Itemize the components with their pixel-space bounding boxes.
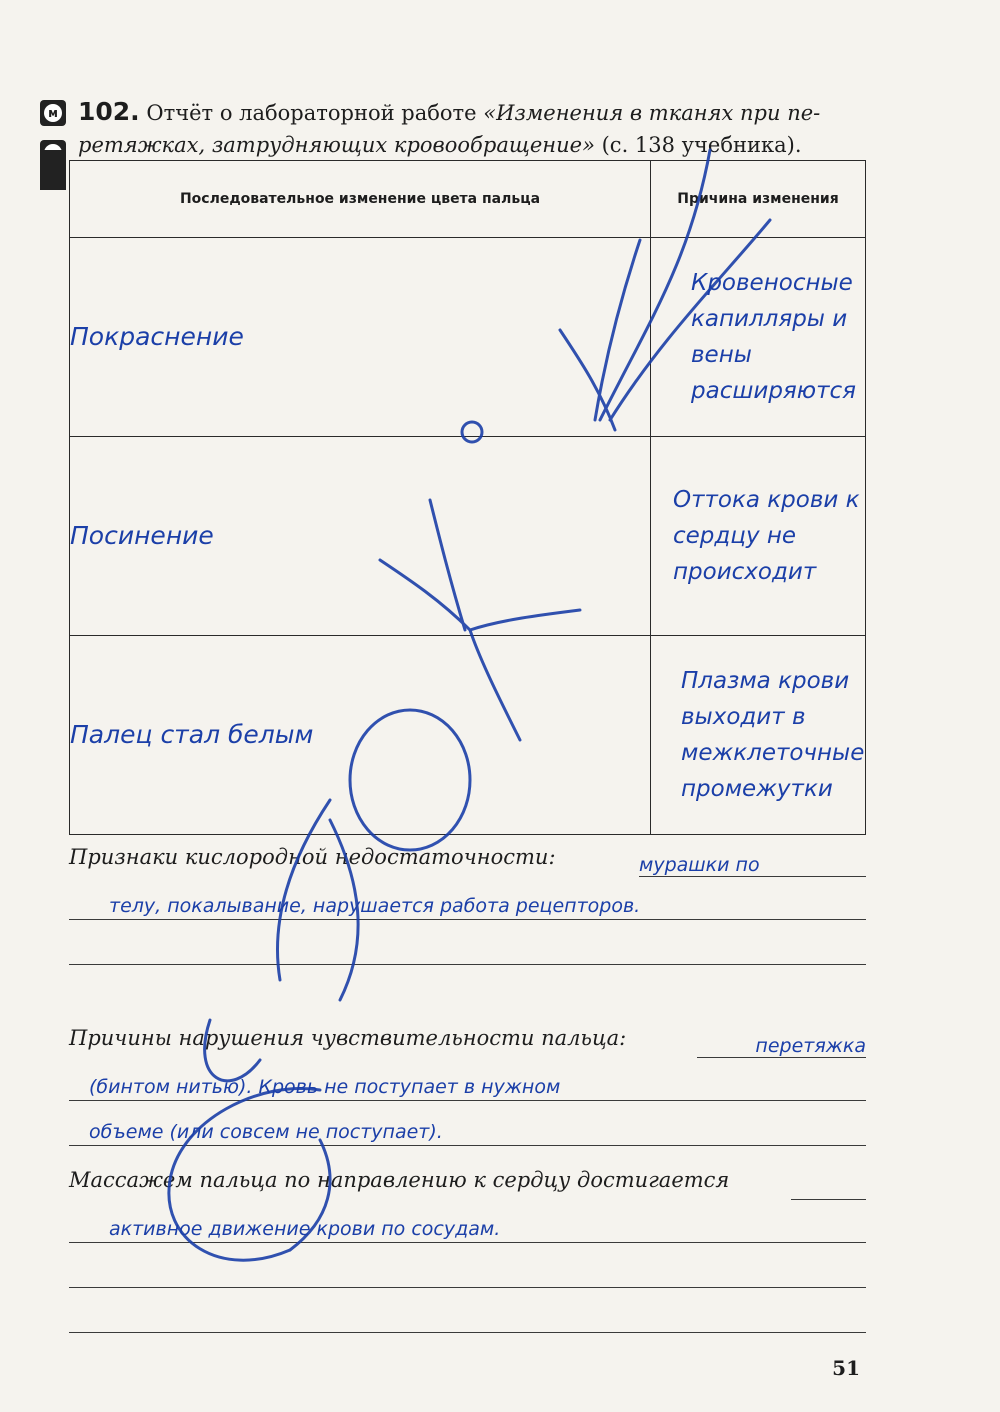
question-oxygen-answer-1: мурашки по: [639, 854, 866, 877]
cell-color-1: Покраснение: [70, 238, 651, 437]
blank-line: [69, 934, 866, 965]
question-massage-answer-blank: [791, 1199, 866, 1200]
question-oxygen-answer-2: телу, покалывание, нарушается работа рецепторов.: [109, 895, 641, 917]
question-sensitivity: [69, 1026, 866, 1146]
cell-reason-3: Плазма крови выходит в межклеточные промежутки: [651, 636, 866, 835]
question-massage: [69, 1168, 866, 1333]
question-sensitivity-answer-3: объеме (или совсем не поступает).: [89, 1121, 443, 1143]
question-massage-answer-2: активное движение крови по сосудам.: [109, 1218, 501, 1240]
question-oxygen-prompt: Признаки кислородной недостаточности:: [69, 845, 556, 869]
page-number: 51: [832, 1356, 860, 1380]
question-sensitivity-answer-1: перетяжка: [697, 1035, 866, 1058]
cell-reason-1: Кровеносные капилляры и вены расширяются: [651, 238, 866, 437]
blank-line: [69, 1302, 866, 1333]
table-row: [70, 437, 866, 636]
badge-strip: [40, 150, 66, 190]
question-sensitivity-prompt: Причины нарушения чувствительности пальца:: [69, 1026, 627, 1050]
task-ref: (с. 138 учебника).: [601, 133, 802, 157]
task-number: 102.: [78, 97, 140, 126]
task-heading: [78, 96, 868, 161]
cell-color-2: Посинение: [70, 437, 651, 636]
cell-color-3: Палец стал белым: [70, 636, 651, 835]
task-title: «Изменения в тканях при пе-ретяжках, затрудняющих кровообращение»: [78, 101, 821, 157]
question-sensitivity-answer-2: (бинтом нитью). Кровь не поступает в нужном: [89, 1076, 561, 1098]
badge-m: [40, 100, 66, 126]
table-row: [70, 636, 866, 835]
table-header-color: Последовательное изменение цвета пальца: [70, 161, 651, 238]
table-row: [70, 238, 866, 437]
blank-line: [69, 1257, 866, 1288]
table-header-reason: Причина изменения: [651, 161, 866, 238]
table-header-row: [70, 161, 866, 238]
lab-table: [69, 160, 866, 835]
task-lead: Отчёт о лабораторной работе: [146, 101, 477, 125]
cell-reason-2: Оттока крови к сердцу не происходит: [651, 437, 866, 636]
question-oxygen: [69, 845, 866, 965]
question-massage-prompt: Массажем пальца по направлению к сердцу достигается: [69, 1168, 730, 1192]
badge-m-label: м: [44, 104, 62, 122]
